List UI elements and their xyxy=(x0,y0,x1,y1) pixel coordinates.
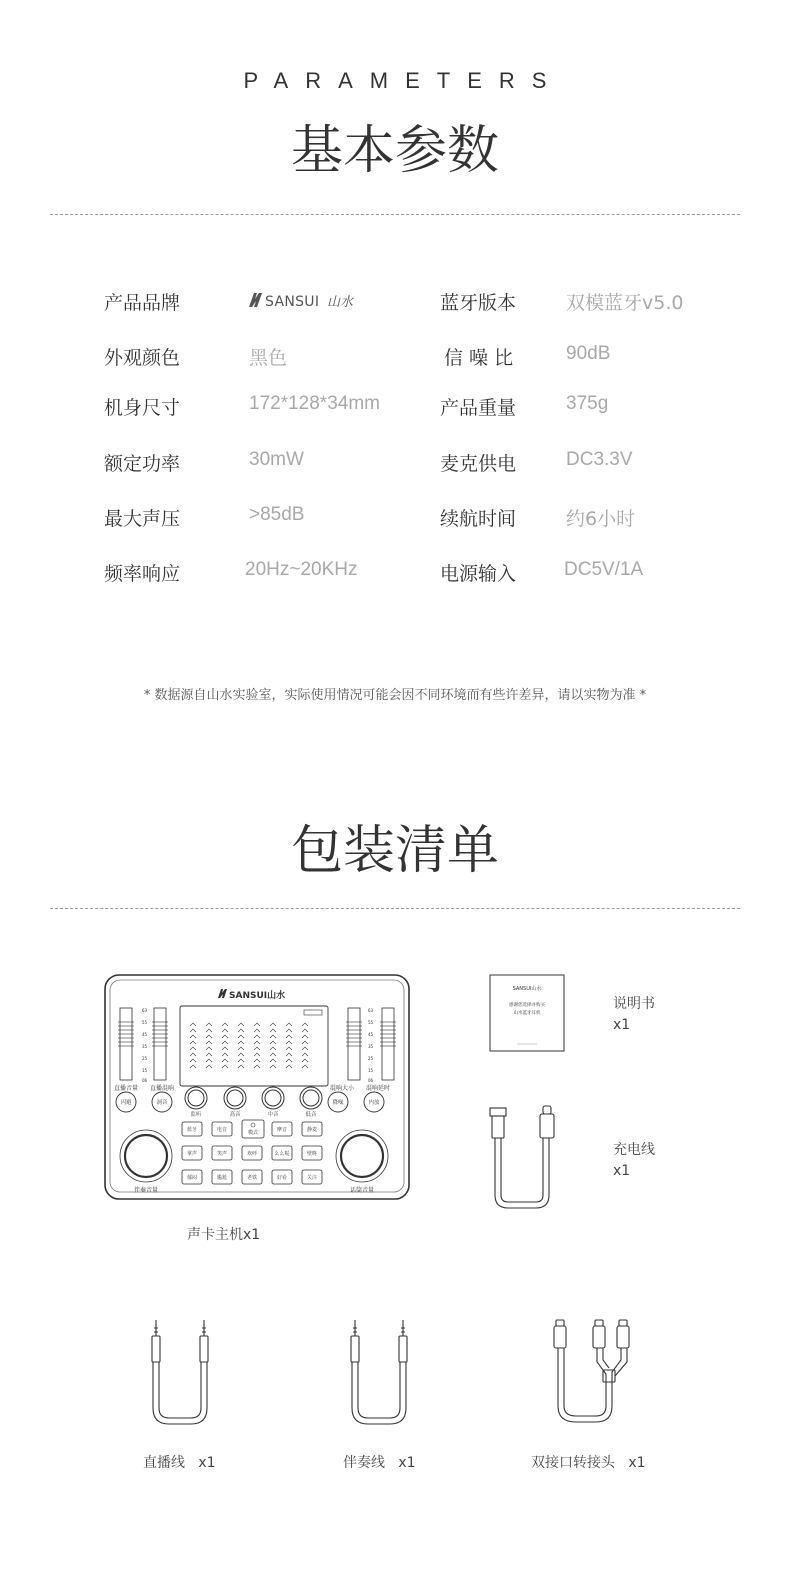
caption-accomp-name: 伴奏线 xyxy=(343,1455,385,1471)
svg-text:监听: 监听 xyxy=(190,1112,202,1118)
caption-accomp-cable xyxy=(343,1452,416,1472)
svg-text:感谢您选择并购买: 感谢您选择并购买 xyxy=(509,1003,545,1008)
svg-text:么么哒: 么么哒 xyxy=(274,1151,290,1157)
spec-label-mic-power: 麦克供电 xyxy=(440,453,517,475)
spec-value-max-spl: >85dB xyxy=(249,504,305,525)
svg-text:45: 45 xyxy=(368,1032,374,1037)
manual-illustration xyxy=(489,974,565,1052)
spec-value-battery: 约6小时 xyxy=(566,508,636,530)
brand-logo xyxy=(247,288,367,312)
spec-value-power-input: DC5V/1A xyxy=(564,559,644,580)
section-title-en: PARAMETERS xyxy=(243,68,564,93)
svg-text:山水蓝牙耳机: 山水蓝牙耳机 xyxy=(513,1011,541,1016)
svg-text:伴奏音量: 伴奏音量 xyxy=(133,1187,159,1194)
caption-dual-adapter xyxy=(531,1452,646,1472)
svg-text:直播混响: 直播混响 xyxy=(150,1085,175,1092)
spec-value-weight: 375g xyxy=(566,393,609,414)
svg-text:25: 25 xyxy=(142,1056,148,1061)
spec-label-power-input: 电源输入 xyxy=(440,563,517,585)
spec-value-frequency: 20Hz~20KHz xyxy=(245,559,358,580)
soundcard-illustration xyxy=(104,974,410,1200)
spec-value-snr: 90dB xyxy=(566,343,611,364)
svg-text:电音: 电音 xyxy=(216,1127,228,1133)
caption-charging xyxy=(613,1140,655,1182)
svg-text:老铁: 老铁 xyxy=(246,1175,258,1181)
svg-text:混响延时: 混响延时 xyxy=(366,1085,391,1092)
caption-soundcard: 声卡主机x1 xyxy=(187,1227,261,1243)
svg-text:直播音量: 直播音量 xyxy=(114,1085,139,1092)
spec-label-color: 外观颜色 xyxy=(104,347,181,369)
spec-label-power: 额定功率 xyxy=(104,453,181,475)
caption-charging-name: 充电线 xyxy=(613,1142,655,1158)
svg-text:45: 45 xyxy=(142,1032,148,1037)
caption-manual-qty: x1 xyxy=(613,1017,631,1033)
svg-text:好看: 好看 xyxy=(276,1175,288,1181)
svg-text:高音: 高音 xyxy=(229,1112,241,1118)
caption-manual xyxy=(613,994,655,1036)
charging-cable-illustration xyxy=(486,1100,564,1212)
svg-text:欢呼: 欢呼 xyxy=(246,1151,258,1157)
section-title-package: 包装清单 xyxy=(290,821,499,881)
svg-text:63: 63 xyxy=(368,1008,374,1013)
svg-text:壁咚: 壁咚 xyxy=(306,1151,318,1157)
svg-text:中音: 中音 xyxy=(267,1112,279,1118)
svg-text:25: 25 xyxy=(368,1056,374,1061)
svg-text:关注: 关注 xyxy=(306,1175,318,1181)
svg-text:63: 63 xyxy=(142,1008,148,1013)
caption-manual-name: 说明书 xyxy=(613,996,655,1012)
svg-text:蓝牙: 蓝牙 xyxy=(186,1127,198,1133)
svg-text:话筒音量: 话筒音量 xyxy=(349,1187,375,1194)
caption-charging-qty: x1 xyxy=(613,1163,631,1179)
live-cable-illustration xyxy=(145,1318,215,1428)
svg-text:35: 35 xyxy=(368,1044,374,1049)
spec-label-bluetooth: 蓝牙版本 xyxy=(440,292,517,314)
section-title-parameters: 基本参数 xyxy=(290,121,499,181)
spec-value-bluetooth: 双模蓝牙v5.0 xyxy=(566,292,684,314)
disclaimer-note: * 数据源自山水实验室，实际使用情况可能会因不同环境而有些许差异，请以实物为准 * xyxy=(143,688,647,703)
divider xyxy=(50,214,740,215)
spec-label-battery: 续航时间 xyxy=(440,508,517,530)
svg-text:内放: 内放 xyxy=(368,1100,380,1106)
caption-dual-qty: x1 xyxy=(628,1455,646,1471)
accompaniment-cable-illustration xyxy=(344,1318,414,1428)
svg-text:降噪: 降噪 xyxy=(332,1100,344,1106)
spec-label-brand: 产品品牌 xyxy=(104,292,181,314)
divider xyxy=(50,908,740,909)
device-brand: SANSUI山水 xyxy=(229,991,286,1001)
svg-text:55: 55 xyxy=(142,1020,148,1025)
spec-value-mic-power: DC3.3V xyxy=(566,449,633,470)
spec-label-size: 机身尺寸 xyxy=(104,397,181,419)
spec-label-max-spl: 最大声压 xyxy=(104,508,181,530)
caption-accomp-qty: x1 xyxy=(398,1455,416,1471)
svg-text:笑声: 笑声 xyxy=(216,1151,228,1157)
svg-text:山水: 山水 xyxy=(327,295,354,310)
svg-text:静麦: 静麦 xyxy=(306,1127,318,1133)
svg-text:06: 06 xyxy=(368,1078,374,1083)
svg-text:06: 06 xyxy=(142,1078,148,1083)
svg-text:尴尬: 尴尬 xyxy=(216,1175,228,1181)
svg-text:15: 15 xyxy=(368,1068,374,1073)
caption-live-cable xyxy=(143,1452,216,1472)
spec-value-power: 30mW xyxy=(249,449,304,470)
spec-value-color: 黑色 xyxy=(249,347,288,369)
svg-text:闪避: 闪避 xyxy=(120,1100,132,1106)
svg-text:洞音: 洞音 xyxy=(156,1100,168,1106)
svg-text:摩音: 摩音 xyxy=(276,1127,288,1133)
svg-text:郁闷: 郁闷 xyxy=(186,1175,198,1181)
svg-text:混响大小: 混响大小 xyxy=(330,1085,355,1092)
caption-live-qty: x1 xyxy=(198,1455,216,1471)
svg-text:SANSUI山水: SANSUI山水 xyxy=(512,986,542,992)
spec-value-size: 172*128*34mm xyxy=(249,393,380,414)
spec-label-frequency: 频率响应 xyxy=(104,563,181,585)
svg-text:35: 35 xyxy=(142,1044,148,1049)
dual-adapter-illustration xyxy=(550,1318,634,1428)
svg-text:55: 55 xyxy=(368,1020,374,1025)
svg-text:模式: 模式 xyxy=(247,1130,259,1136)
svg-text:15: 15 xyxy=(142,1068,148,1073)
svg-text:SANSUI: SANSUI xyxy=(265,294,320,310)
caption-dual-name: 双接口转接头 xyxy=(531,1455,615,1471)
spec-label-snr: 信 噪 比 xyxy=(444,347,514,369)
spec-label-weight: 产品重量 xyxy=(440,397,517,419)
caption-live-name: 直播线 xyxy=(143,1455,185,1471)
svg-text:掌声: 掌声 xyxy=(186,1151,198,1157)
svg-text:低音: 低音 xyxy=(305,1112,317,1118)
